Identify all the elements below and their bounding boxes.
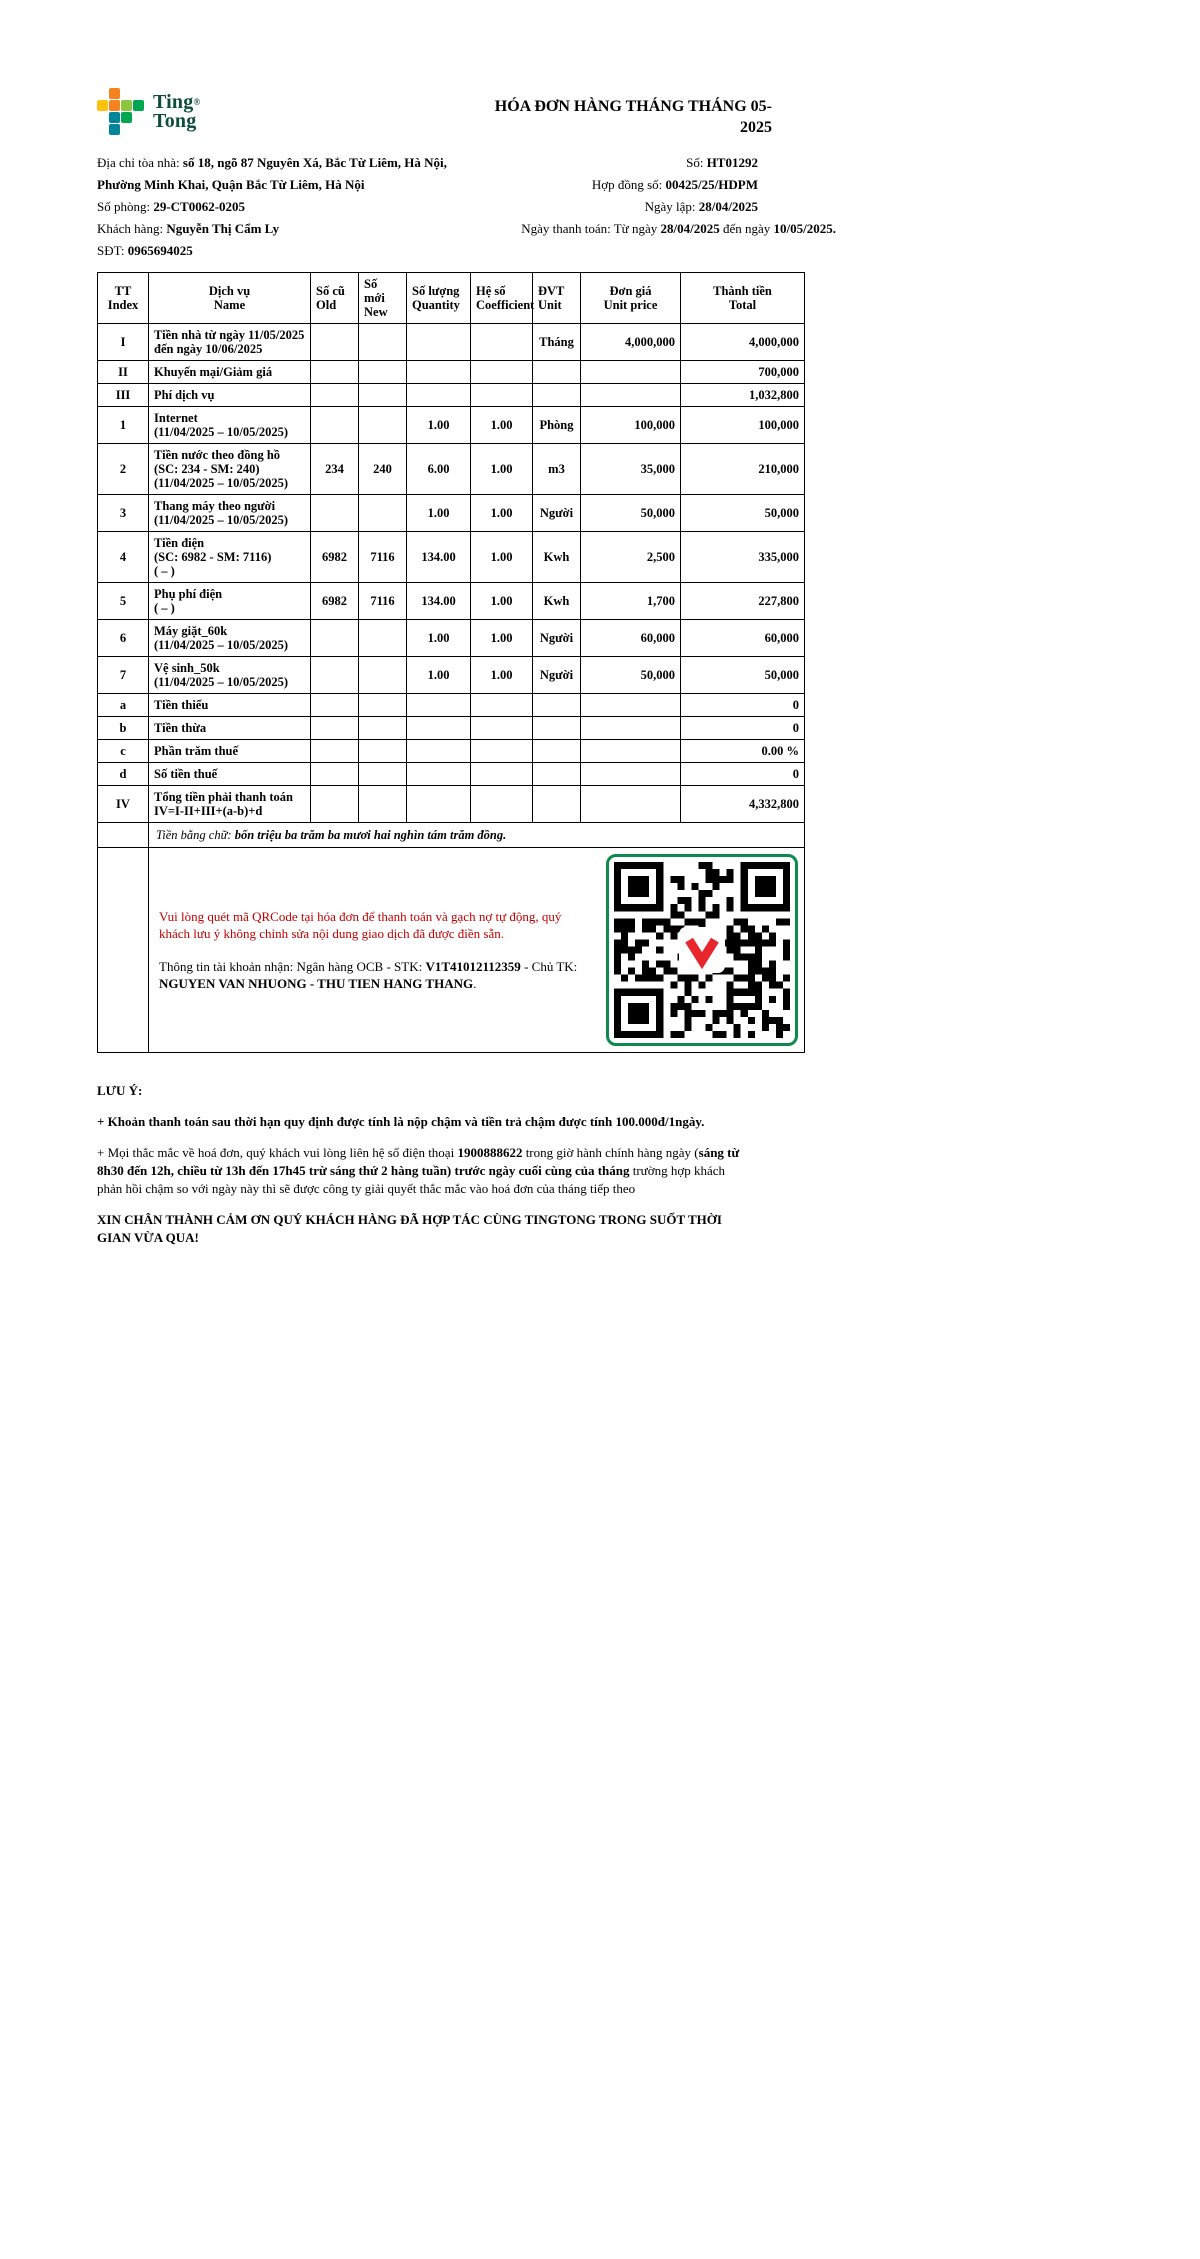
table-row: [98, 444, 805, 495]
cell-coef: 1.00: [471, 532, 533, 583]
logo-pixel: [121, 100, 132, 111]
cell-old: [311, 324, 359, 361]
cell-old: [311, 361, 359, 384]
cell-coef: [471, 786, 533, 823]
cell-new: [359, 786, 407, 823]
cell-price: 4,000,000: [581, 324, 681, 361]
invoice-title: [464, 96, 804, 138]
cell-price: [581, 694, 681, 717]
table-row: [98, 717, 805, 740]
cell-total: 227,800: [681, 583, 805, 620]
column-header: Hệ số Coefficient: [471, 273, 533, 324]
cell-price: 50,000: [581, 657, 681, 694]
building-address-line-1: Địa chỉ tòa nhà: số 18, ngõ 87 Nguyên Xá, Bắc Từ Liêm, Hà Nội,: [97, 155, 447, 170]
cell-coef: [471, 361, 533, 384]
cell-coef: 1.00: [471, 583, 533, 620]
qr-center-logo: [679, 927, 725, 973]
column-header: TT Index: [98, 273, 149, 324]
cell-total: 4,332,800: [681, 786, 805, 823]
cell-unit: Người: [533, 620, 581, 657]
cell-old: [311, 786, 359, 823]
cell-old: [311, 717, 359, 740]
cell-qty: 1.00: [407, 495, 471, 532]
cell-price: 50,000: [581, 495, 681, 532]
cell-name: Tiền nước theo đồng hồ (SC: 234 - SM: 240) (11/04/2025 – 10/05/2025): [149, 444, 311, 495]
cell-old: 234: [311, 444, 359, 495]
phone-number: SĐT: 0965694025: [97, 243, 193, 258]
cell-new: [359, 495, 407, 532]
cell-total: 60,000: [681, 620, 805, 657]
table-row: [98, 324, 805, 361]
cell-price: [581, 384, 681, 407]
cell-coef: 1.00: [471, 444, 533, 495]
cell-unit: Người: [533, 657, 581, 694]
invoice-title-line1: HÓA ĐƠN HÀNG THÁNG THÁNG 05-: [494, 98, 772, 115]
table-row: [98, 495, 805, 532]
cell-new: [359, 717, 407, 740]
cell-index: d: [98, 763, 149, 786]
cell-qty: 1.00: [407, 407, 471, 444]
cell-name: Tổng tiền phải thanh toán IV=I-II+III+(a-b)+d: [149, 786, 311, 823]
logo-pixel: [97, 100, 108, 111]
cell-price: 60,000: [581, 620, 681, 657]
cell-unit: [533, 717, 581, 740]
qr-section: [149, 848, 805, 1053]
table-row: [98, 361, 805, 384]
notes-heading: LƯU Ý:: [97, 1083, 143, 1098]
cell-total: 0: [681, 694, 805, 717]
table-row: [98, 740, 805, 763]
cell-name: Phần trăm thuế: [149, 740, 311, 763]
qr-payment-note: Vui lòng quét mã QRCode tại hóa đơn để thanh toán và gạch nợ tự động, quý khách lưu ý không chỉnh sửa nội dung giao dịch đã được điền sẵn.: [159, 909, 562, 941]
column-header: Đơn giá Unit price: [581, 273, 681, 324]
cell-price: 2,500: [581, 532, 681, 583]
cell-index: 1: [98, 407, 149, 444]
cell-coef: [471, 740, 533, 763]
column-header: Số mới New: [359, 273, 407, 324]
table-row: [98, 583, 805, 620]
invoice-number: Số: HT01292: [686, 155, 758, 170]
cell-new: 7116: [359, 532, 407, 583]
table-row: [98, 407, 805, 444]
cell-unit: Phòng: [533, 407, 581, 444]
cell-price: [581, 740, 681, 763]
cell-coef: 1.00: [471, 407, 533, 444]
v-logo-icon: [683, 931, 721, 969]
contract-number: Hợp đồng số: 00425/25/HDPM: [591, 177, 758, 192]
cell-unit: Tháng: [533, 324, 581, 361]
logo-pixel: [109, 124, 120, 135]
cell-qty: [407, 740, 471, 763]
cell-total: 50,000: [681, 495, 805, 532]
logo-pixel: [133, 100, 144, 111]
cell-new: 7116: [359, 583, 407, 620]
cell-old: [311, 657, 359, 694]
cell-qty: [407, 763, 471, 786]
cell-name: Vệ sinh_50k (11/04/2025 – 10/05/2025): [149, 657, 311, 694]
cell-index: 6: [98, 620, 149, 657]
late-payment-note: + Khoản thanh toán sau thời hạn quy định được tính là nộp chậm và tiền trả chậm được tính 100.000đ/1ngày.: [97, 1114, 705, 1129]
cell-price: [581, 717, 681, 740]
cell-price: 1,700: [581, 583, 681, 620]
logo-pixel: [109, 112, 120, 123]
cell-unit: [533, 361, 581, 384]
cell-name: Khuyến mại/Giảm giá: [149, 361, 311, 384]
invoice-table-footer: [98, 823, 805, 1053]
cell-index: 2: [98, 444, 149, 495]
cell-total: 50,000: [681, 657, 805, 694]
cell-new: [359, 407, 407, 444]
cell-qty: 1.00: [407, 657, 471, 694]
cell-price: [581, 763, 681, 786]
column-header: Số cũ Old: [311, 273, 359, 324]
cell-unit: Kwh: [533, 583, 581, 620]
cell-coef: [471, 694, 533, 717]
cell-total: 0: [681, 763, 805, 786]
table-row: [98, 620, 805, 657]
cell-qty: [407, 694, 471, 717]
cell-new: [359, 657, 407, 694]
cell-old: [311, 495, 359, 532]
cell-unit: [533, 694, 581, 717]
cell-new: [359, 740, 407, 763]
tingtong-logo: [97, 88, 200, 135]
invoice-table: [97, 272, 805, 1053]
qr-section-layout: [155, 854, 798, 1046]
cell-old: 6982: [311, 583, 359, 620]
cell-old: [311, 407, 359, 444]
brand-name-tong: Tong: [153, 109, 197, 132]
cell-unit: [533, 763, 581, 786]
cell-index: IV: [98, 786, 149, 823]
cell-index: 7: [98, 657, 149, 694]
amount-in-words: Tiền bằng chữ: bốn triệu ba trăm ba mươi hai nghìn tám trăm đồng.: [149, 823, 805, 848]
cell-total: 210,000: [681, 444, 805, 495]
cell-index: II: [98, 361, 149, 384]
table-row: [98, 694, 805, 717]
payment-period: Ngày thanh toán: Từ ngày 28/04/2025 đến ngày 10/05/2025.: [521, 221, 837, 236]
table-row: [98, 657, 805, 694]
cell-unit: [533, 384, 581, 407]
qr-code: [606, 854, 798, 1046]
cell-index: I: [98, 324, 149, 361]
cell-unit: m3: [533, 444, 581, 495]
cell-coef: [471, 763, 533, 786]
invoice-header: [97, 88, 804, 138]
qr-notes: [155, 908, 587, 992]
cell-qty: 134.00: [407, 532, 471, 583]
cell-old: [311, 620, 359, 657]
brand-name-ting: Ting®: [153, 90, 201, 113]
cell-qty: [407, 717, 471, 740]
invoice-table-body: [98, 324, 805, 823]
column-header: Thành tiền Total: [681, 273, 805, 324]
cell-index: c: [98, 740, 149, 763]
cell-name: Phí dịch vụ: [149, 384, 311, 407]
cell-index: 3: [98, 495, 149, 532]
cell-name: Số tiền thuế: [149, 763, 311, 786]
cell-index: III: [98, 384, 149, 407]
building-address-line-2: Phường Minh Khai, Quận Bắc Từ Liêm, Hà Nội: [97, 177, 365, 192]
cell-new: [359, 620, 407, 657]
cell-total: 0.00 %: [681, 740, 805, 763]
cell-total: 700,000: [681, 361, 805, 384]
thank-you-note: XIN CHÂN THÀNH CẢM ƠN QUÝ KHÁCH HÀNG ĐÃ HỢP TÁC CÙNG TINGTONG TRONG SUỐT THỜI GIAN VỪA QUA!: [97, 1212, 722, 1245]
cell-qty: 1.00: [407, 620, 471, 657]
account-info: Thông tin tài khoản nhận: Ngân hàng OCB - STK: V1T41012112359 - Chủ TK: NGUYEN VAN NHUONG - THU TIEN HANG THANG.: [159, 959, 578, 991]
cell-name: Tiền điện (SC: 6982 - SM: 7116) ( – ): [149, 532, 311, 583]
logo-pixel: [121, 112, 132, 123]
cell-unit: [533, 786, 581, 823]
cell-old: [311, 384, 359, 407]
room-number: Số phòng: 29-CT0062-0205: [97, 199, 246, 214]
invoice-content: [97, 88, 837, 1260]
cell-qty: [407, 361, 471, 384]
cell-name: Internet (11/04/2025 – 10/05/2025): [149, 407, 311, 444]
registered-mark: ®: [193, 96, 201, 107]
cell-old: [311, 694, 359, 717]
notes-section: [97, 1083, 747, 1247]
cell-new: [359, 384, 407, 407]
cell-unit: Người: [533, 495, 581, 532]
cell-new: [359, 324, 407, 361]
cell-qty: [407, 384, 471, 407]
contact-note: + Mọi thắc mắc về hoá đơn, quý khách vui lòng liên hệ số điện thoại 1900888622 trong giờ hành chính hàng ngày (sáng từ 8h30 đến 12h, chiều từ 13h đến 17h45 trừ sáng thứ 2 hàng tuần) trước ngày cuối cùng của tháng trường hợp khách phản hồi chậm so với ngày này thì sẽ được công ty giải quyết thắc mắc vào hoá đơn của tháng tiếp theo: [97, 1145, 740, 1196]
invoice-title-line2: 2025: [740, 119, 772, 136]
cell-name: Thang máy theo người (11/04/2025 – 10/05/2025): [149, 495, 311, 532]
cell-total: 335,000: [681, 532, 805, 583]
table-row: [98, 532, 805, 583]
column-header: ĐVT Unit: [533, 273, 581, 324]
customer-info: [97, 152, 521, 262]
cell-name: Máy giặt_60k (11/04/2025 – 10/05/2025): [149, 620, 311, 657]
customer-name: Khách hàng: Nguyễn Thị Cẩm Ly: [97, 221, 280, 236]
cell-new: [359, 763, 407, 786]
logo-pixel: [109, 88, 120, 99]
cell-price: 100,000: [581, 407, 681, 444]
cell-new: [359, 694, 407, 717]
cell-coef: 1.00: [471, 495, 533, 532]
cell-unit: Kwh: [533, 532, 581, 583]
cell-qty: 134.00: [407, 583, 471, 620]
logo-pixel: [109, 100, 120, 111]
cell-total: 0: [681, 717, 805, 740]
cell-index: [98, 823, 149, 848]
column-header: Dịch vụ Name: [149, 273, 311, 324]
issue-date: Ngày lập: 28/04/2025: [644, 199, 758, 214]
cell-index: 5: [98, 583, 149, 620]
cell-old: [311, 740, 359, 763]
cell-qty: 6.00: [407, 444, 471, 495]
cell-price: 35,000: [581, 444, 681, 495]
amount-in-words-row: [98, 823, 805, 848]
cell-index: b: [98, 717, 149, 740]
cell-index: 4: [98, 532, 149, 583]
table-row: [98, 384, 805, 407]
invoice-info: [97, 152, 837, 262]
cell-new: [359, 361, 407, 384]
cell-price: [581, 361, 681, 384]
invoice-table-head-row: [98, 273, 805, 324]
cell-coef: [471, 324, 533, 361]
cell-name: Tiền nhà từ ngày 11/05/2025 đến ngày 10/06/2025: [149, 324, 311, 361]
cell-name: Tiền thừa: [149, 717, 311, 740]
cell-qty: [407, 324, 471, 361]
cell-qty: [407, 786, 471, 823]
cell-new: 240: [359, 444, 407, 495]
cell-index: [98, 848, 149, 1053]
cell-index: a: [98, 694, 149, 717]
cell-old: 6982: [311, 532, 359, 583]
tingtong-logo-icon: [97, 88, 144, 135]
column-header: Số lượng Quantity: [407, 273, 471, 324]
cell-old: [311, 763, 359, 786]
cell-unit: [533, 740, 581, 763]
cell-total: 100,000: [681, 407, 805, 444]
table-row: [98, 786, 805, 823]
cell-total: 4,000,000: [681, 324, 805, 361]
cell-total: 1,032,800: [681, 384, 805, 407]
cell-price: [581, 786, 681, 823]
invoice-meta: [521, 152, 837, 262]
table-row: [98, 763, 805, 786]
brand-name: [153, 90, 201, 132]
cell-coef: [471, 717, 533, 740]
cell-name: Phụ phí điện ( – ): [149, 583, 311, 620]
cell-coef: 1.00: [471, 657, 533, 694]
cell-coef: [471, 384, 533, 407]
cell-coef: 1.00: [471, 620, 533, 657]
cell-name: Tiền thiếu: [149, 694, 311, 717]
qr-row: [98, 848, 805, 1053]
